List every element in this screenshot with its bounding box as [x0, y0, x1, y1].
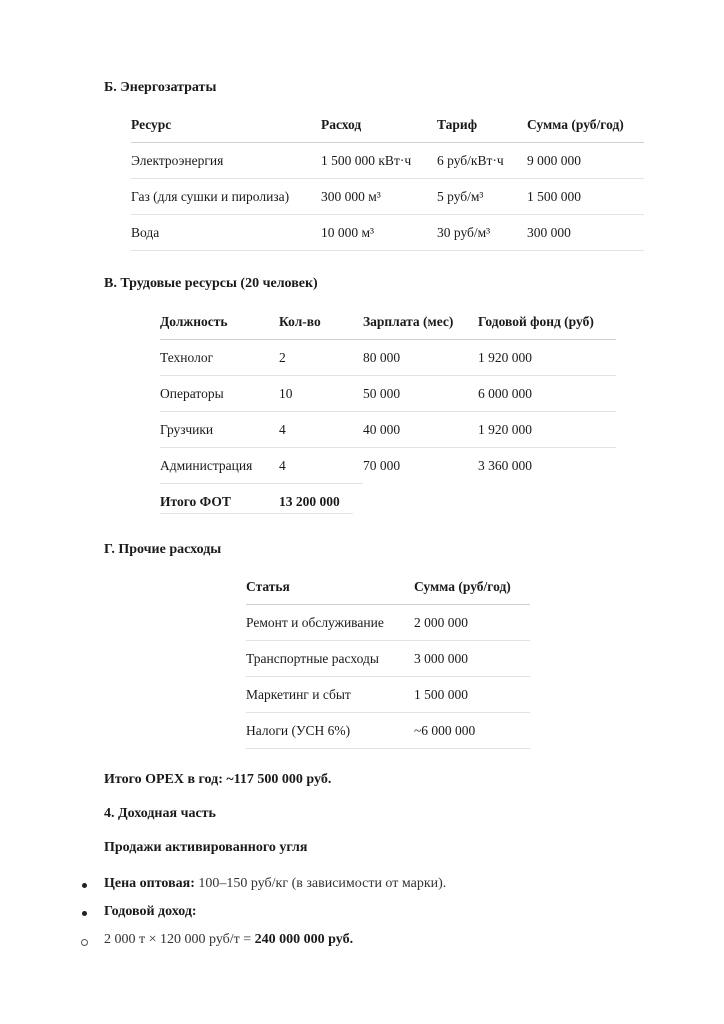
- calculation-text: 2 000 т × 120 000 руб/т =: [104, 932, 255, 947]
- table-row: [160, 412, 616, 448]
- income-calculation: [104, 932, 353, 948]
- column-header: Годовой фонд (руб): [478, 305, 616, 340]
- table-cell: 300 000 м³: [321, 179, 437, 215]
- column-header: Тариф: [437, 108, 527, 143]
- table-row: [246, 605, 530, 641]
- table-row: [246, 677, 530, 713]
- sub-bullet-icon: [81, 939, 88, 946]
- table-cell: Газ (для сушки и пиролиза): [131, 179, 321, 215]
- price-bullet: [104, 876, 446, 892]
- other-section-title: Г. Прочие расходы: [104, 542, 222, 557]
- table-cell: 70 000: [363, 448, 478, 484]
- table-row: [246, 641, 530, 677]
- labor-section-title: В. Трудовые ресурсы (20 человек): [104, 276, 318, 291]
- table-cell: Ремонт и обслуживание: [246, 614, 384, 630]
- column-header: Зарплата (мес): [363, 305, 478, 340]
- energy-table: [131, 108, 644, 252]
- table-row: [160, 376, 616, 412]
- table-cell: 4: [279, 412, 363, 448]
- total-row-underline: [160, 513, 353, 514]
- table-cell: Грузчики: [160, 412, 279, 448]
- table-cell: 6 000 000: [478, 376, 616, 412]
- bullet-icon: [82, 911, 87, 916]
- table-cell: 30 руб/м³: [437, 215, 527, 251]
- column-header: Расход: [321, 108, 437, 143]
- table-header-row: [246, 570, 530, 605]
- table-cell: 6 руб/кВт·ч: [437, 152, 504, 168]
- table-cell: 3 360 000: [478, 448, 616, 484]
- table-cell: 3 000 000: [414, 641, 530, 677]
- energy-section-title: Б. Энергозатраты: [104, 80, 217, 95]
- column-header: Статья: [246, 570, 414, 605]
- table-cell: Операторы: [160, 376, 279, 412]
- table-cell: 80 000: [363, 349, 401, 365]
- table-cell: 1 920 000: [478, 349, 532, 365]
- column-header: Должность: [160, 305, 279, 340]
- table-header-row: [131, 108, 644, 143]
- table-row: [160, 448, 616, 484]
- table-cell: 2 000 000: [414, 614, 468, 630]
- table-cell: 50 000: [363, 376, 478, 412]
- table-cell: 40 000: [363, 412, 478, 448]
- table-cell: 1 500 000: [414, 677, 530, 713]
- table-cell: Администрация: [160, 448, 279, 484]
- sales-subtitle: Продажи активированного угля: [104, 840, 308, 855]
- table-cell: Электроэнергия: [131, 152, 224, 168]
- table-row: [160, 340, 616, 376]
- total-label: Итого ФОТ: [160, 484, 279, 520]
- table-cell: 9 000 000: [527, 152, 581, 168]
- section-4-title: 4. Доходная часть: [104, 806, 216, 821]
- labor-table: [160, 305, 616, 519]
- column-header: Сумма (руб/год): [527, 108, 644, 143]
- column-header: Ресурс: [131, 108, 321, 143]
- other-expenses-table: [246, 570, 530, 750]
- table-cell: 10: [279, 376, 363, 412]
- table-cell: 1 500 000: [527, 179, 644, 215]
- table-cell: Налоги (УСН 6%): [246, 713, 414, 749]
- table-header-row: [160, 305, 616, 340]
- table-cell: Транспортные расходы: [246, 641, 414, 677]
- table-cell: 2: [279, 349, 286, 365]
- table-cell: 300 000: [527, 215, 644, 251]
- column-header: Сумма (руб/год): [414, 570, 530, 605]
- table-cell: 10 000 м³: [321, 215, 437, 251]
- calculation-result: 240 000 000 руб.: [254, 932, 354, 947]
- table-cell: Вода: [131, 215, 321, 251]
- table-cell: Маркетинг и сбыт: [246, 677, 414, 713]
- table-cell: 5 руб/м³: [437, 179, 527, 215]
- table-row: [131, 143, 644, 179]
- table-cell: 1 920 000: [478, 412, 616, 448]
- table-cell: ~6 000 000: [414, 713, 530, 749]
- table-cell: Технолог: [160, 349, 214, 365]
- table-row: [246, 713, 530, 749]
- opex-total: Итого OPEX в год: ~117 500 000 руб.: [104, 772, 332, 787]
- table-row: [131, 179, 644, 215]
- price-text: 100–150 руб/кг (в зависимости от марки).: [194, 876, 447, 891]
- column-header: Кол-во: [279, 305, 363, 340]
- annual-income-label: Годовой доход:: [104, 904, 197, 919]
- table-cell: 4: [279, 448, 363, 484]
- table-cell: 1 500 000 кВт·ч: [321, 152, 412, 168]
- price-label: Цена оптовая:: [104, 876, 195, 891]
- total-value: 13 200 000: [279, 484, 363, 520]
- table-row: [131, 215, 644, 251]
- bullet-icon: [82, 883, 87, 888]
